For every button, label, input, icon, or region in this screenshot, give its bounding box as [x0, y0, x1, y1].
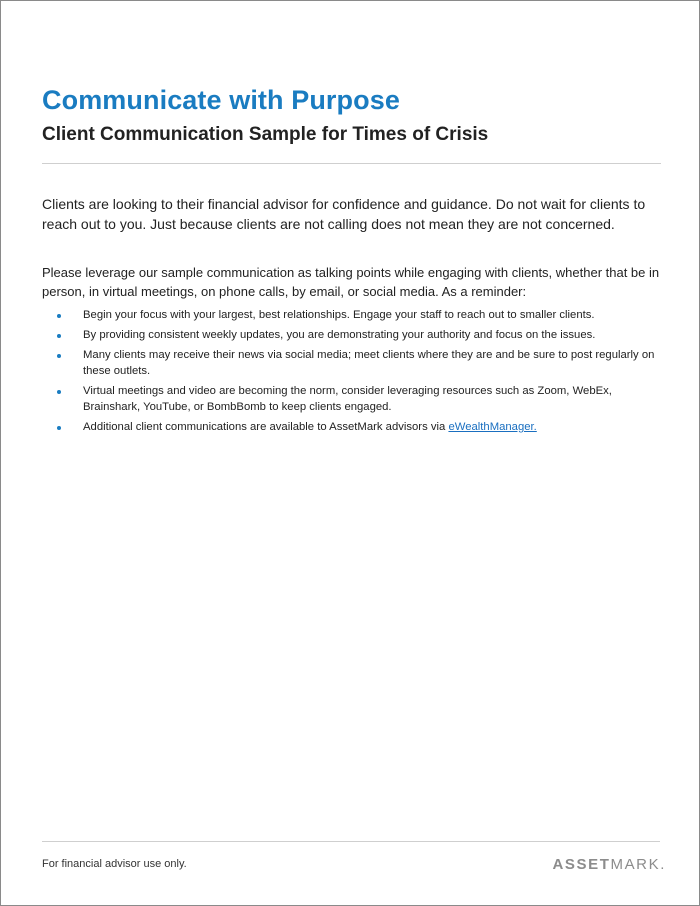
list-item-text: Many clients may receive their news via social media; meet clients where they are and be sure to post regularly on these outlets. — [83, 349, 655, 377]
list-item — [42, 327, 662, 343]
list-item — [42, 383, 662, 415]
lead-paragraph: Please leverage our sample communication as talking points while engaging with clients, whether that be in person, in virtual meetings, on phone calls, by email, or social media. As a reminder: — [42, 265, 660, 299]
intro-paragraph: Clients are looking to their financial advisor for confidence and guidance. Do not wait for clients to reach out to you. Just because clients are not calling does not mean they are not concerned. — [42, 196, 646, 232]
assetmark-logo — [552, 856, 666, 873]
logo-wordmark-suffix: . — [660, 856, 666, 873]
bullet-icon — [57, 314, 61, 318]
bullet-icon — [57, 426, 61, 430]
logo-wordmark-part2: MARK — [610, 856, 661, 873]
page-subtitle: Client Communication Sample for Times of Crisis — [42, 124, 489, 145]
page-title: Communicate with Purpose — [42, 85, 400, 115]
list-item-text: Additional client communications are available to AssetMark advisors via — [83, 421, 449, 433]
list-item-text: Virtual meetings and video are becoming the norm, consider leveraging resources such as Zoom, WebEx, Brainshark, YouTube, or BombBomb to keep clients engaged. — [83, 385, 612, 413]
list-item — [42, 419, 662, 435]
list-item — [42, 347, 662, 379]
list-item-text: Begin your focus with your largest, best relationships. Engage your staff to reach out to smaller clients. — [83, 309, 595, 321]
header-divider — [42, 163, 661, 164]
logo-wordmark-part1: ASSET — [552, 856, 611, 873]
bullet-icon — [57, 334, 61, 338]
list-item — [42, 307, 662, 323]
footer-disclaimer: For financial advisor use only. — [42, 858, 187, 870]
list-item-text: By providing consistent weekly updates, you are demonstrating your authority and focus on the issues. — [83, 329, 596, 341]
reminder-list — [42, 307, 662, 439]
bullet-icon — [57, 390, 61, 394]
bullet-icon — [57, 354, 61, 358]
footer-divider — [42, 841, 660, 842]
ewealthmanager-link[interactable]: eWealthManager. — [448, 421, 537, 433]
